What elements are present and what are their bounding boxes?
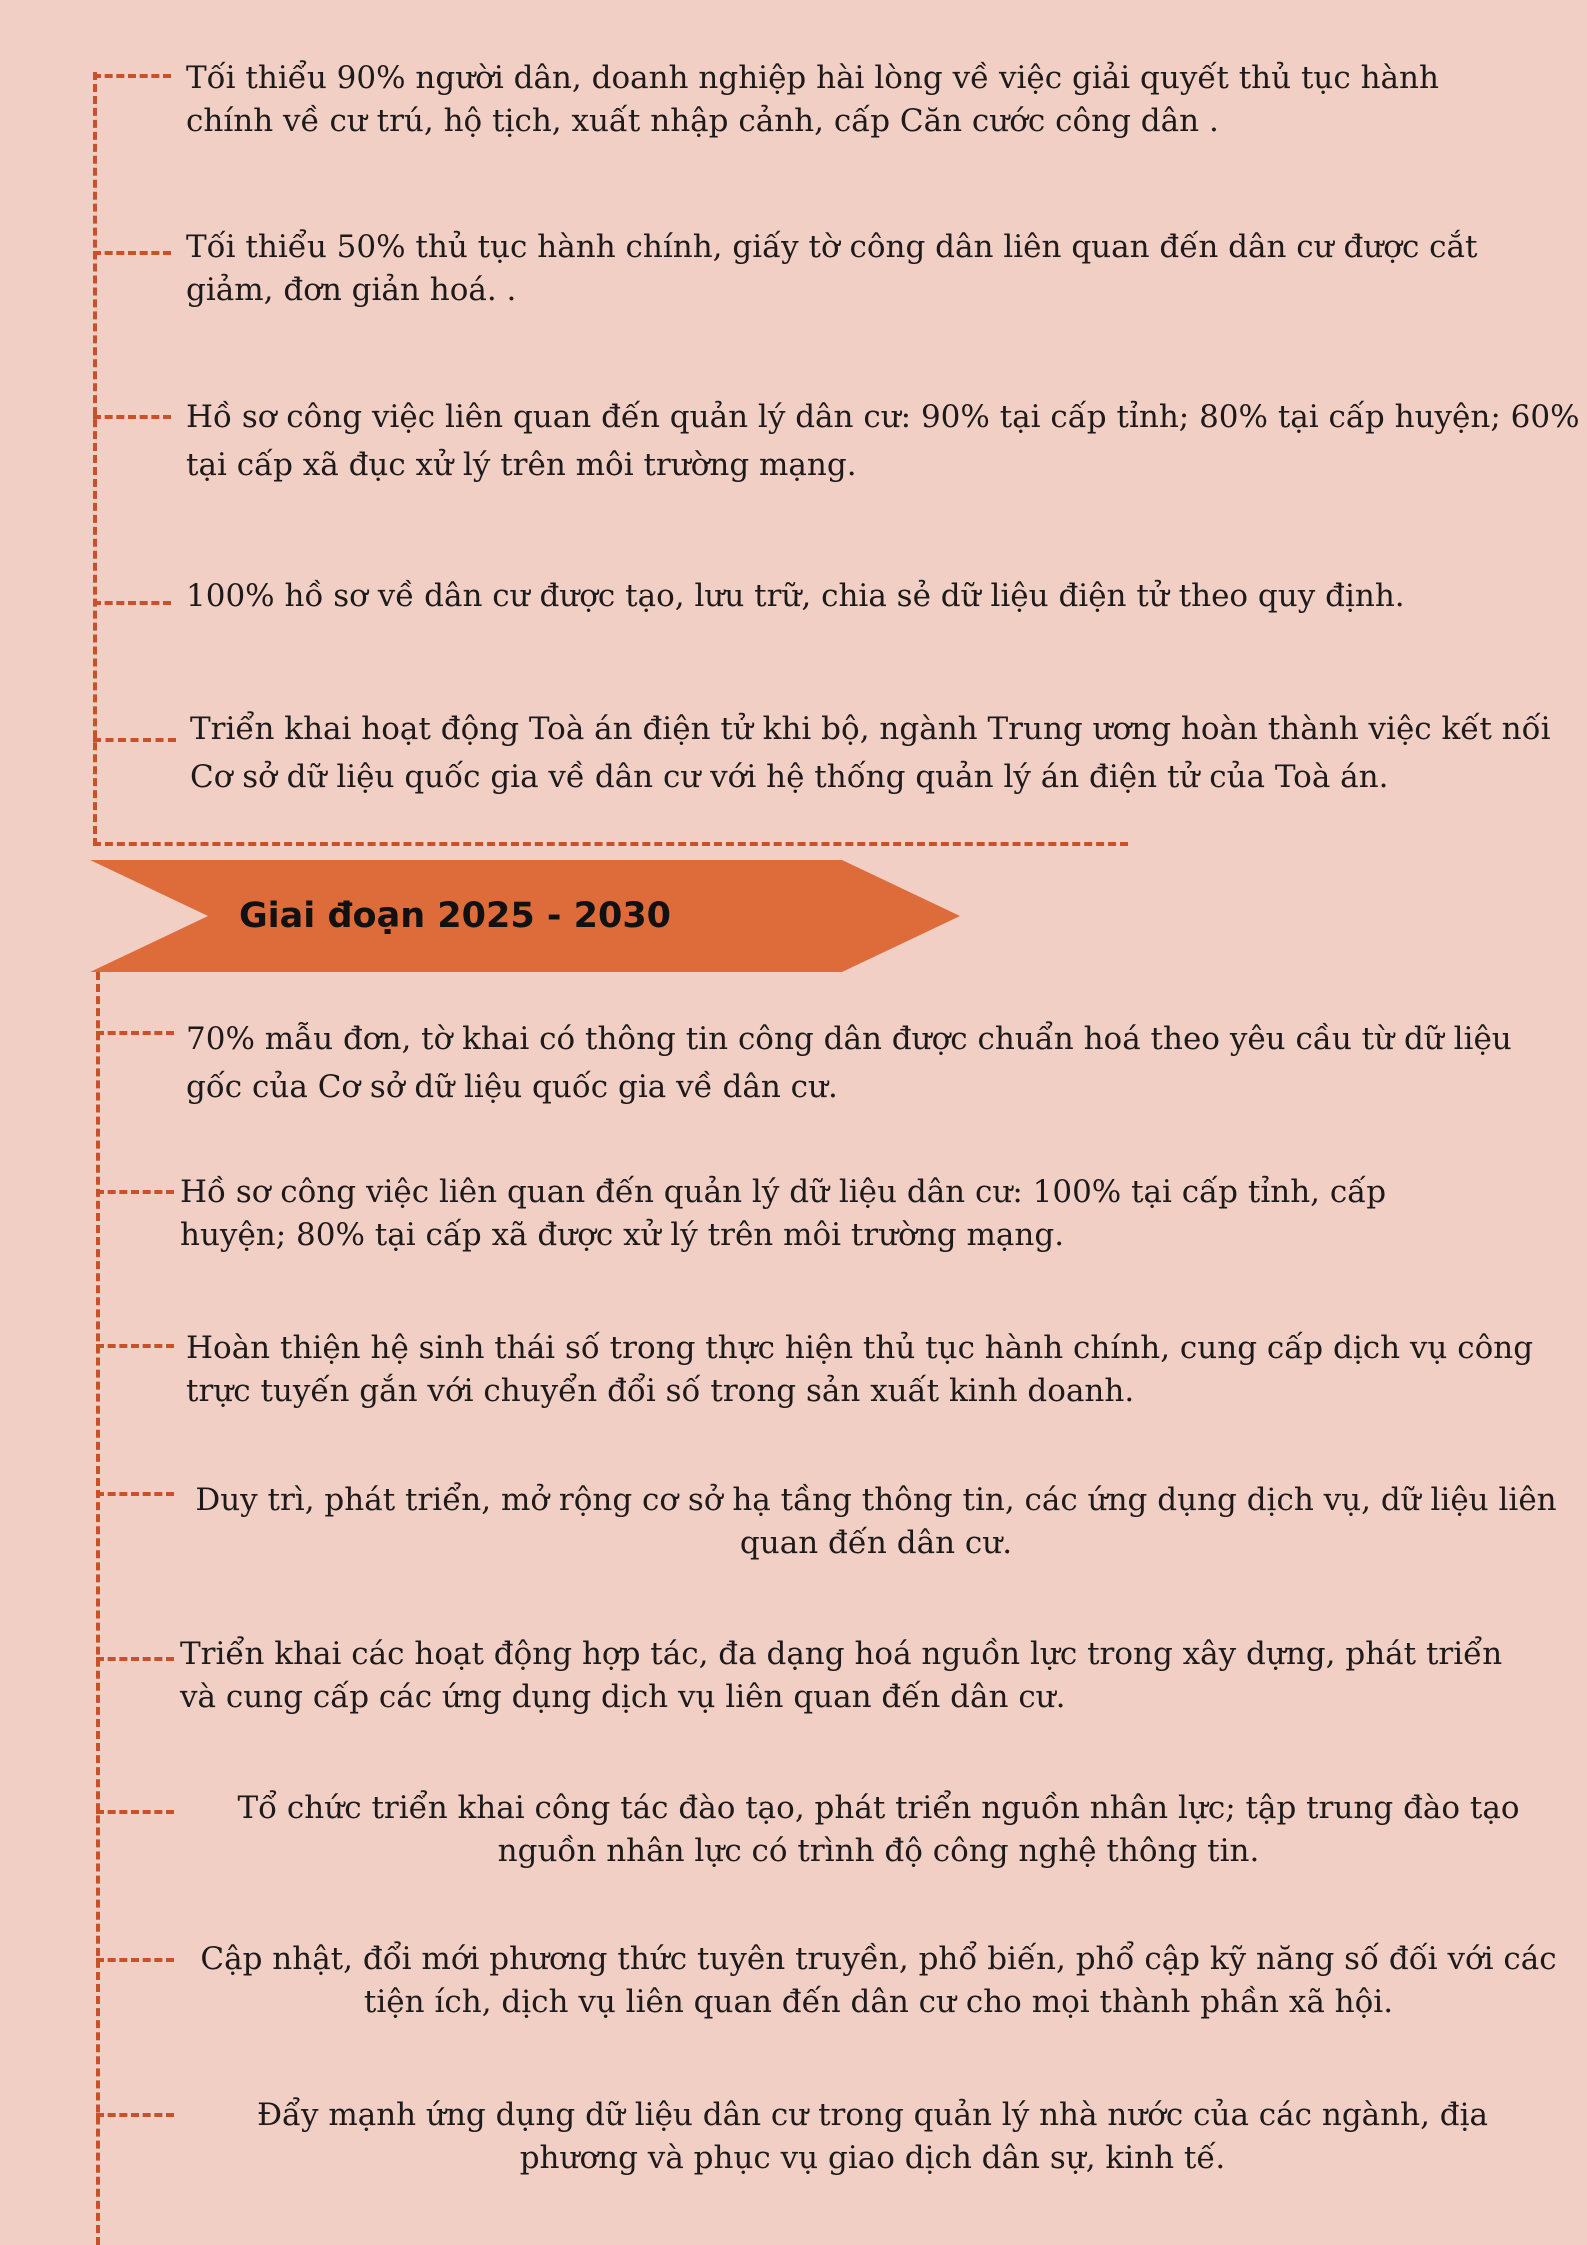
phase-two-banner (90, 860, 960, 972)
phase-one-item: Triển khai hoạt động Toà án điện tử khi bộ, ngành Trung ương hoàn thành việc kết nối Cơ sở dữ liệu quốc gia về dân cư với hệ thống quản lý án điện tử của Toà án. (190, 711, 1551, 795)
phase-one-item: Tối thiểu 90% người dân, doanh nghiệp hài lòng về việc giải quyết thủ tục hành chính về cư trú, hộ tịch, xuất nhập cảnh, cấp Căn cước công dân . (186, 60, 1439, 139)
connector (96, 1344, 174, 1348)
phase-two-title: Giai đoạn 2025 - 2030 (238, 896, 672, 936)
connector (96, 1031, 174, 1035)
phase-two-timeline-line (96, 972, 100, 2245)
phase-two-item: Hoàn thiện hệ sinh thái số trong thực hiện thủ tục hành chính, cung cấp dịch vụ công trực tuyến gắn với chuyển đổi số trong sản xuất kinh doanh. (186, 1330, 1534, 1409)
connector (96, 1492, 174, 1496)
phase-one-timeline-line (93, 72, 97, 846)
connector (96, 1190, 174, 1194)
phase-two-item: Hồ sơ công việc liên quan đến quản lý dữ liệu dân cư: 100% tại cấp tỉnh, cấp huyện; 80% tại cấp xã được xử lý trên môi trường mạng. (180, 1174, 1387, 1253)
phase-two-item: Duy trì, phát triển, mở rộng cơ sở hạ tầng thông tin, các ứng dụng dịch vụ, dữ liệu liên quan đến dân cư. (195, 1482, 1557, 1561)
phase-one-item: 100% hồ sơ về dân cư được tạo, lưu trữ, chia sẻ dữ liệu điện tử theo quy định. (186, 578, 1405, 614)
phase-one-bottom-line (93, 842, 1128, 846)
connector (93, 415, 171, 419)
connector (93, 738, 176, 742)
phase-two-item: Triển khai các hoạt động hợp tác, đa dạng hoá nguồn lực trong xây dựng, phát triển và cung cấp các ứng dụng dịch vụ liên quan đến dân cư. (180, 1636, 1503, 1715)
connector (93, 601, 171, 605)
phase-two-item: 70% mẫu đơn, tờ khai có thông tin công dân được chuẩn hoá theo yêu cầu từ dữ liệu gốc của Cơ sở dữ liệu quốc gia về dân cư. (186, 1021, 1512, 1105)
connector (93, 74, 171, 78)
phase-two-item: Đẩy mạnh ứng dụng dữ liệu dân cư trong quản lý nhà nước của các ngành, địa phương và phục vụ giao dịch dân sự, kinh tế. (256, 2097, 1489, 2176)
connector (93, 251, 171, 255)
connector (96, 1810, 174, 1814)
connector (96, 2113, 174, 2117)
phase-one-item: Hồ sơ công việc liên quan đến quản lý dân cư: 90% tại cấp tỉnh; 80% tại cấp huyện; 60% tại cấp xã đục xử lý trên môi trường mạng. (186, 399, 1580, 483)
connector (96, 1958, 174, 1962)
phase-two-item: Tổ chức triển khai công tác đào tạo, phát triển nguồn nhân lực; tập trung đào tạo nguồn nhân lực có trình độ công nghệ thông tin. (237, 1790, 1520, 1869)
connector (96, 1657, 174, 1661)
phase-two-item: Cập nhật, đổi mới phương thức tuyên truyền, phổ biến, phổ cập kỹ năng số đối với các tiện ích, dịch vụ liên quan đến dân cư cho mọi thành phần xã hội. (200, 1941, 1557, 2020)
phase-one-item: Tối thiểu 50% thủ tục hành chính, giấy tờ công dân liên quan đến dân cư được cắt giảm, đơn giản hoá. . (186, 229, 1478, 308)
